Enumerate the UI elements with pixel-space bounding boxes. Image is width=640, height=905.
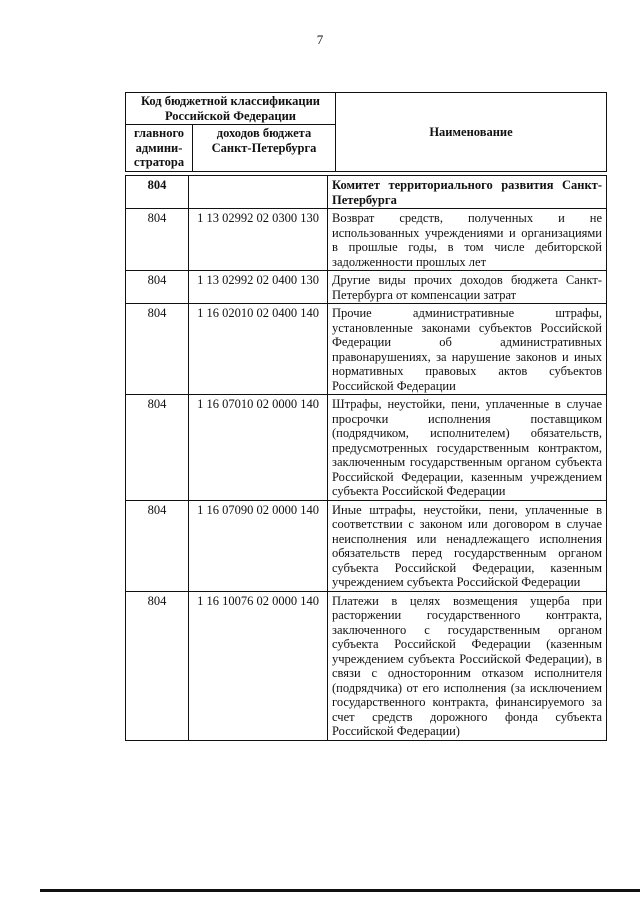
classification-body-table bbox=[125, 175, 607, 741]
footer-divider bbox=[40, 889, 640, 892]
admin-code-cell: 804 bbox=[126, 209, 189, 271]
name-cell: Возврат средств, полученных и не использованных учреждениями и организациями в прошлые годы, в том числе дебиторской задолженности прошлых лет bbox=[328, 209, 607, 271]
table-row bbox=[126, 395, 607, 501]
name-cell: Прочие административные штрафы, установленные законами субъектов Российской Федерации об административных правонарушениях, за нарушение законов и иных нормативных правовых актов субъектов Российской Федерации bbox=[328, 304, 607, 395]
name-cell: Иные штрафы, неустойки, пени, уплаченные в соответствии с законом или договором в случае неисполнения или ненадлежащего исполнения обязательств перед государственным органом субъекта Российской Федерации, казенным учреждением субъекта Российской Федерации bbox=[328, 500, 607, 591]
page-number: 7 bbox=[316, 32, 324, 47]
table-row bbox=[126, 176, 607, 209]
income-code-cell: 1 16 07010 02 0000 140 bbox=[189, 395, 328, 501]
income-code-cell: 1 16 02010 02 0400 140 bbox=[189, 304, 328, 395]
header-group-title: Код бюджетной классификации Российской Федерации bbox=[126, 93, 336, 125]
header-admin-column: главного админи-стратора bbox=[126, 125, 193, 172]
table-row bbox=[126, 271, 607, 304]
income-code-cell bbox=[189, 176, 328, 209]
classification-header-table bbox=[125, 92, 607, 172]
name-cell: Платежи в целях возмещения ущерба при расторжении государственного контракта, заключенного с государственным органом субъекта Российской Федерации (казенным учреждением субъекта Российской Федерации), в связи с односторонним отказом исполнителя (подрядчика) от его исполнения (за исключением государственного контракта, финансируемого за счет средств дорожного фонда субъекта Российской Федерации) bbox=[328, 591, 607, 740]
name-cell: Комитет территориального развития Санкт-Петербурга bbox=[328, 176, 607, 209]
table-row bbox=[126, 500, 607, 591]
admin-code-cell: 804 bbox=[126, 591, 189, 740]
income-code-cell: 1 13 02992 02 0300 130 bbox=[189, 209, 328, 271]
table-row bbox=[126, 209, 607, 271]
income-code-cell: 1 13 02992 02 0400 130 bbox=[189, 271, 328, 304]
admin-code-cell: 804 bbox=[126, 395, 189, 501]
header-name-column: Наименование bbox=[336, 93, 607, 172]
income-code-cell: 1 16 07090 02 0000 140 bbox=[189, 500, 328, 591]
header-income-column: доходов бюджета Санкт-Петербурга bbox=[193, 125, 336, 172]
name-cell: Другие виды прочих доходов бюджета Санкт-Петербурга от компенсации затрат bbox=[328, 271, 607, 304]
income-code-cell: 1 16 10076 02 0000 140 bbox=[189, 591, 328, 740]
admin-code-cell: 804 bbox=[126, 304, 189, 395]
admin-code-cell: 804 bbox=[126, 271, 189, 304]
admin-code-cell: 804 bbox=[126, 176, 189, 209]
name-cell: Штрафы, неустойки, пени, уплаченные в случае просрочки исполнения поставщиком (подрядчиком, исполнителем) обязательств, предусмотренных государственным контрактом, заключенным государственным органом субъекта Российской Федерации, казенным учреждением субъекта Российской Федерации bbox=[328, 395, 607, 501]
table-row bbox=[126, 304, 607, 395]
admin-code-cell: 804 bbox=[126, 500, 189, 591]
table-row bbox=[126, 591, 607, 740]
